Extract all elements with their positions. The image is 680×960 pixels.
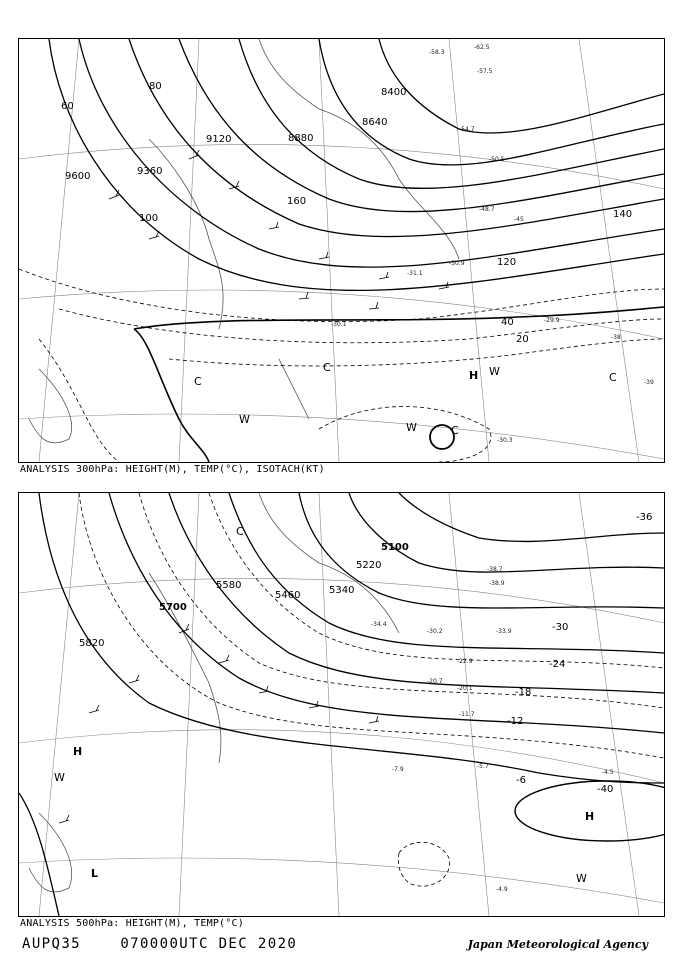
- pressure-center-warm: W: [239, 413, 250, 426]
- pressure-center-high: H: [469, 369, 479, 382]
- isotach-label: 100: [139, 213, 159, 224]
- pressure-center-low: L: [91, 867, 99, 880]
- graticule: [19, 493, 664, 916]
- temperature-sample: -11.7: [459, 711, 475, 718]
- pressure-center-warm: W: [576, 872, 587, 885]
- pressure-center-group: [54, 525, 594, 885]
- temperature-sample: -31.1: [407, 270, 423, 277]
- pressure-center-cold: C: [451, 424, 459, 437]
- temperature-sample: -22.9: [457, 658, 473, 665]
- isotach-label: 80: [149, 81, 162, 92]
- height-label: 9360: [137, 166, 163, 177]
- temperature-sample: -48.7: [479, 206, 495, 213]
- temperature-sample: -30.9: [449, 260, 465, 267]
- height-label: 5580: [216, 580, 242, 591]
- pressure-center-high: H: [585, 810, 595, 823]
- temperature-sample: -50.5: [489, 156, 505, 163]
- temperature-sample: -20.1: [457, 685, 473, 692]
- temperature-sample-group: [371, 566, 614, 893]
- pressure-center-cold: C: [609, 371, 617, 384]
- isotach-label: 140: [613, 209, 633, 220]
- isotherm-label: -30: [552, 622, 569, 633]
- pressure-center-group: [194, 361, 617, 437]
- temperature-sample: -38.7: [487, 566, 503, 573]
- wind-barbs: [59, 624, 379, 823]
- temperature-sample: -30.3: [497, 437, 513, 444]
- temperature-sample: -7.9: [392, 766, 404, 773]
- temperature-sample: -39: [644, 379, 654, 386]
- isotach-label: 40: [501, 317, 514, 328]
- isotherm-label: -24: [549, 659, 566, 670]
- height-label: 8880: [288, 133, 314, 144]
- isotherm-label: -40: [597, 784, 614, 795]
- isotherm-label: -36: [636, 512, 653, 523]
- bulletin-code: AUPQ35: [22, 936, 81, 952]
- temperature-sample: -38.9: [489, 580, 505, 587]
- temperature-sample: -20.7: [427, 678, 443, 685]
- height-label: 9120: [206, 134, 232, 145]
- map-300hpa-canvas: [19, 39, 664, 462]
- height-label: 5460: [275, 590, 301, 601]
- height-contours: [49, 39, 664, 290]
- height-label: 5100: [381, 542, 409, 553]
- map-500hpa: [18, 492, 665, 917]
- map-500hpa-canvas: [19, 493, 664, 916]
- height-label: 5700: [159, 602, 187, 613]
- isotherm-label-group: [507, 512, 652, 795]
- temperature-sample: -57.5: [477, 68, 493, 75]
- agency-name: Japan Meteorological Agency: [467, 938, 648, 951]
- isotach-label: 160: [287, 196, 307, 207]
- temperature-sample: -30.2: [427, 628, 443, 635]
- isotherm-label: -18: [515, 687, 532, 698]
- isotach-label: 20: [516, 334, 529, 345]
- temperature-sample: -54.7: [459, 126, 475, 133]
- pressure-center-warm: W: [54, 771, 65, 784]
- caption-300hpa: ANALYSIS 300hPa: HEIGHT(M), TEMP(°C), ISOTACH(KT): [20, 464, 325, 475]
- temperature-sample-group: [331, 44, 654, 444]
- temperature-sample: -29.9: [544, 317, 560, 324]
- temperature-sample: -4.9: [496, 886, 508, 893]
- temperature-sample: -45: [514, 216, 524, 223]
- isotach-label: 60: [61, 101, 74, 112]
- height-contours: [19, 493, 664, 916]
- jet-axis-line: [134, 329, 209, 462]
- temperature-sample: -58.3: [429, 49, 445, 56]
- height-label-group: [79, 542, 409, 649]
- bulletin-datetime: 070000UTC DEC 2020: [120, 936, 298, 952]
- caption-500hpa: ANALYSIS 500hPa: HEIGHT(M), TEMP(°C): [20, 918, 244, 929]
- bulletin-header: [22, 936, 297, 952]
- pressure-center-warm: W: [406, 421, 417, 434]
- isotach-lines: [19, 269, 664, 462]
- isotherm-label: -6: [516, 775, 526, 786]
- map-300hpa: [18, 38, 665, 463]
- temperature-sample: -30.1: [331, 321, 347, 328]
- pressure-center-cold: C: [323, 361, 331, 374]
- pressure-center-high: H: [73, 745, 83, 758]
- isotherm-label: -12: [507, 716, 524, 727]
- temperature-sample: -4.5: [602, 769, 614, 776]
- height-label: 8640: [362, 117, 388, 128]
- pressure-center-cold: C: [236, 525, 244, 538]
- height-label: 5220: [356, 560, 382, 571]
- isotach-label-group: [61, 81, 632, 345]
- temperature-sample: -33.9: [496, 628, 512, 635]
- pressure-center-warm: W: [489, 365, 500, 378]
- height-label: 9600: [65, 171, 91, 182]
- temperature-sample: -62.5: [474, 44, 490, 51]
- pressure-center-cold: C: [194, 375, 202, 388]
- coastline: [29, 39, 459, 443]
- coastline: [29, 493, 399, 892]
- jet-axis-line-east: [134, 307, 664, 329]
- height-label: 8400: [381, 87, 407, 98]
- isotach-label: 120: [497, 257, 517, 268]
- temperature-sample: -5.7: [477, 763, 489, 770]
- temperature-sample: -38: [611, 334, 621, 341]
- temperature-sample: -34.4: [371, 621, 387, 628]
- height-label: 5340: [329, 585, 355, 596]
- height-label: 5820: [79, 638, 105, 649]
